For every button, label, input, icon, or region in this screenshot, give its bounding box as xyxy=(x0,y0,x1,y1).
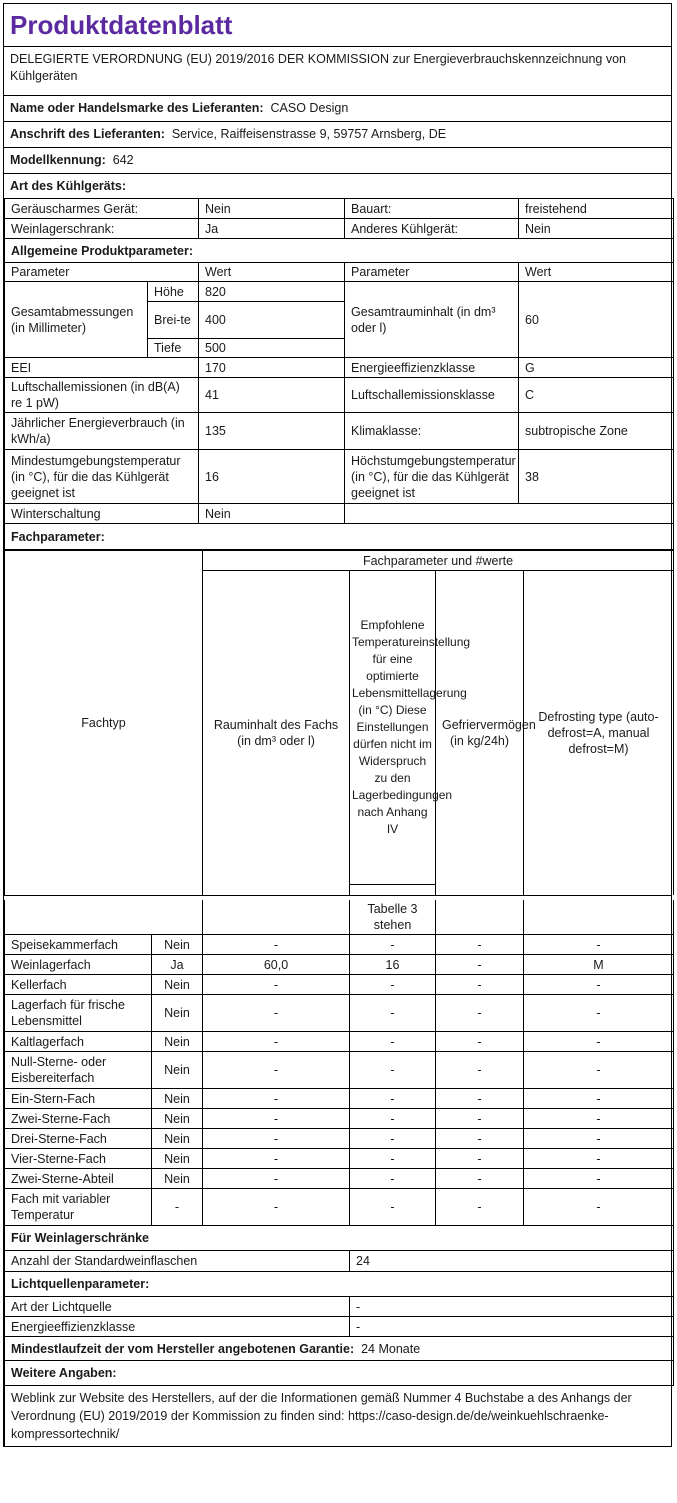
type-cell: freistehend xyxy=(519,199,674,219)
light-row xyxy=(5,1297,674,1317)
empty-cell xyxy=(345,504,674,524)
compartment-freeze: - xyxy=(436,995,524,1032)
compartment-defrost: - xyxy=(524,1189,674,1226)
compartment-rows xyxy=(5,935,674,1226)
compartment-table xyxy=(4,550,674,895)
page-title: Produktdatenblatt xyxy=(3,3,672,46)
compartment-type: Lagerfach für frische Lebensmittel xyxy=(5,995,152,1032)
compartment-present: Ja xyxy=(152,955,203,975)
compartment-row xyxy=(5,1052,674,1089)
sheet-body xyxy=(3,46,672,1447)
compartment-freeze: - xyxy=(436,1032,524,1052)
compartment-type: Kellerfach xyxy=(5,975,152,995)
col-volume: Rauminhalt des Fachs (in dm³ oder l) xyxy=(203,571,350,895)
param-label: Luftschallemissionen (in dB(A) re 1 pW) xyxy=(5,378,199,413)
wine-bottles-row xyxy=(5,1251,674,1272)
compartment-freeze: - xyxy=(436,1109,524,1129)
type-heading xyxy=(4,173,671,198)
compartment-temp: - xyxy=(350,1032,436,1052)
warranty-value: 24 Monate xyxy=(361,1341,421,1356)
compartment-freeze: - xyxy=(436,1189,524,1226)
empty-cell xyxy=(5,900,203,935)
general-table xyxy=(4,198,674,550)
compartment-type: Speisekammerfach xyxy=(5,935,152,955)
compartment-present: Nein xyxy=(152,1129,203,1149)
compartment-row xyxy=(5,1149,674,1169)
compartment-type: Drei-Sterne-Fach xyxy=(5,1129,152,1149)
empty-cell xyxy=(203,900,350,935)
compartment-present: Nein xyxy=(152,1089,203,1109)
supplier-name-value: CASO Design xyxy=(270,101,349,115)
compartment-temp: - xyxy=(350,1149,436,1169)
model-row xyxy=(4,147,671,173)
type-cell: Nein xyxy=(199,199,345,219)
param-label: EEI xyxy=(5,358,199,378)
compartment-volume: - xyxy=(203,995,350,1032)
general-header-row xyxy=(5,263,674,282)
empty-cell xyxy=(524,900,674,935)
col-header: Wert xyxy=(519,263,674,282)
col-header: Parameter xyxy=(345,263,519,282)
empty-cell xyxy=(350,885,436,895)
compartment-freeze: - xyxy=(436,1169,524,1189)
type-cell: Bauart: xyxy=(345,199,519,219)
param-value: 170 xyxy=(199,358,345,378)
compartment-present: Nein xyxy=(152,1149,203,1169)
compartment-heading: Fachparameter: xyxy=(5,524,674,550)
type-cell: Anderes Kühlgerät: xyxy=(345,219,519,239)
compartment-volume: - xyxy=(203,935,350,955)
wine-heading: Für Weinlagerschränke xyxy=(5,1226,674,1251)
col-defrost: Defrosting type (auto-defrost=A, manual defrost=M) xyxy=(524,571,674,895)
type-cell: Weinlagerschrank: xyxy=(5,219,199,239)
compartment-heading-row xyxy=(5,524,674,550)
param-label: Jährlicher Energieverbrauch (in kWh/a) xyxy=(5,413,199,450)
compartment-row xyxy=(5,995,674,1032)
type-row xyxy=(5,219,674,239)
compartment-freeze: - xyxy=(436,1149,524,1169)
compartment-row xyxy=(5,975,674,995)
further-row xyxy=(5,1386,674,1447)
supplier-address-value: Service, Raiffeisenstrasse 9, 59757 Arnsberg, DE xyxy=(171,127,447,141)
general-heading: Allgemeine Produktparameter: xyxy=(5,239,674,263)
compartment-volume: - xyxy=(203,1032,350,1052)
compartment-type: Fach mit variabler Temperatur xyxy=(5,1189,152,1226)
dim-label: Brei-te xyxy=(148,302,199,339)
compartment-row xyxy=(5,935,674,955)
compartment-defrost: - xyxy=(524,1032,674,1052)
dims-row xyxy=(5,282,674,302)
volume-value: 60 xyxy=(519,282,674,358)
wine-bottles-value: 24 xyxy=(350,1251,674,1272)
param-value: subtropische Zone xyxy=(519,413,674,450)
warranty-cell xyxy=(5,1337,674,1361)
col-header: Wert xyxy=(199,263,345,282)
compartment-defrost: - xyxy=(524,975,674,995)
col-temp: Empfohlene Temperatureinstellung für eine optimierte Lebensmittellagerung (in °C) Diese Einstellungen dürfen nicht im Widerspruch zu den Lagerbedingungen nach Anhang IV xyxy=(350,571,436,885)
further-heading: Weitere Angaben: xyxy=(5,1361,674,1386)
compartment-temp: - xyxy=(350,975,436,995)
compartment-type: Ein-Stern-Fach xyxy=(5,1089,152,1109)
supplier-name-label: Name oder Handelsmarke des Lieferanten: xyxy=(10,101,264,115)
warranty-row xyxy=(5,1337,674,1361)
compartment-volume: - xyxy=(203,1129,350,1149)
param-row xyxy=(5,413,674,450)
compartment-present: Nein xyxy=(152,995,203,1032)
type-cell: Ja xyxy=(199,219,345,239)
compartment-type: Null-Sterne- oder Eisbereiterfach xyxy=(5,1052,152,1089)
param-row xyxy=(5,358,674,378)
param-label: Energieeffizienzklasse xyxy=(345,358,519,378)
compartment-temp: - xyxy=(350,1169,436,1189)
col-header: Parameter xyxy=(5,263,199,282)
compartment-type: Weinlagerfach xyxy=(5,955,152,975)
compartment-defrost: - xyxy=(524,1052,674,1089)
compartment-present: Nein xyxy=(152,1032,203,1052)
general-heading-row xyxy=(5,239,674,263)
compartment-freeze: - xyxy=(436,955,524,975)
compartment-row xyxy=(5,1109,674,1129)
compartment-volume: - xyxy=(203,1052,350,1089)
warranty-label: Mindestlaufzeit der vom Hersteller angebotenen Garantie: xyxy=(11,1341,355,1356)
compartment-defrost: - xyxy=(524,1169,674,1189)
col-freeze: Gefriervermögen (in kg/24h) xyxy=(436,571,524,895)
compartment-temp: - xyxy=(350,1109,436,1129)
dim-value: 400 xyxy=(199,302,345,339)
param-value: 135 xyxy=(199,413,345,450)
product-data-sheet xyxy=(3,3,672,1447)
dims-label: Gesamtabmessungen (in Millimeter) xyxy=(5,282,148,358)
model-label: Modellkennung: xyxy=(10,153,106,167)
param-row xyxy=(5,450,674,504)
compartment-freeze: - xyxy=(436,975,524,995)
compartment-type: Kaltlagerfach xyxy=(5,1032,152,1052)
param-value: G xyxy=(519,358,674,378)
param-label: Luftschallemissionsklasse xyxy=(345,378,519,413)
compartment-present: Nein xyxy=(152,1109,203,1129)
compartment-row xyxy=(5,1032,674,1052)
supplier-address-row xyxy=(4,121,671,147)
compartment-temp: - xyxy=(350,1129,436,1149)
regulation-intro: DELEGIERTE VERORDNUNG (EU) 2019/2016 DER KOMMISSION zur Energieverbrauchskennzeichnung von Kühlgeräten xyxy=(4,46,671,95)
col-fachtyp: Fachtyp xyxy=(5,551,203,895)
compartment-present: - xyxy=(152,1189,203,1226)
light-row xyxy=(5,1317,674,1337)
wine-heading-row xyxy=(5,1226,674,1251)
type-heading-label: Art des Kühlgeräts: xyxy=(10,179,126,193)
dim-value: 820 xyxy=(199,282,345,302)
compartment-volume: 60,0 xyxy=(203,955,350,975)
dim-label: Höhe xyxy=(148,282,199,302)
compartment-row xyxy=(5,1189,674,1226)
manufacturer-weblink-text: Weblink zur Website des Herstellers, auf der die Informationen gemäß Nummer 4 Buchstabe a des Anhangs der Verordnung (EU) 2019/2019 der Kommission zu finden sind: https://caso-design.de/de/weinkuehlschraenke-kompressortechnik/ xyxy=(5,1386,674,1447)
type-row xyxy=(5,199,674,219)
volume-label: Gesamtrauminhalt (in dm³ oder l) xyxy=(345,282,519,358)
light-value: - xyxy=(350,1317,674,1337)
winter-row xyxy=(5,504,674,524)
compartment-row xyxy=(5,955,674,975)
compartment-table-continued xyxy=(4,900,674,1447)
param-value: C xyxy=(519,378,674,413)
light-heading-row xyxy=(5,1272,674,1297)
compartment-temp: - xyxy=(350,1089,436,1109)
compartment-header-continued xyxy=(5,900,674,935)
empty-cell xyxy=(436,900,524,935)
compartment-defrost: - xyxy=(524,995,674,1032)
supplier-name-row xyxy=(4,95,671,121)
compartment-freeze: - xyxy=(436,1089,524,1109)
compartment-temp: - xyxy=(350,1052,436,1089)
param-value: 16 xyxy=(199,450,345,504)
compartment-defrost: - xyxy=(524,1129,674,1149)
winter-label: Winterschaltung xyxy=(5,504,199,524)
compartment-defrost: - xyxy=(524,1089,674,1109)
compartment-defrost: - xyxy=(524,1149,674,1169)
col-temp-continued: Tabelle 3 stehen xyxy=(350,900,436,935)
compartment-row xyxy=(5,1129,674,1149)
wine-bottles-label: Anzahl der Standardweinflaschen xyxy=(5,1251,350,1272)
dim-label: Tiefe xyxy=(148,339,199,358)
compartment-type: Zwei-Sterne-Fach xyxy=(5,1109,152,1129)
compartment-temp: - xyxy=(350,1189,436,1226)
compartment-present: Nein xyxy=(152,1169,203,1189)
dim-value: 500 xyxy=(199,339,345,358)
compartment-row xyxy=(5,1089,674,1109)
compartment-present: Nein xyxy=(152,935,203,955)
compartment-defrost: - xyxy=(524,935,674,955)
compartment-defrost: - xyxy=(524,1109,674,1129)
compartment-temp: - xyxy=(350,995,436,1032)
param-row xyxy=(5,378,674,413)
type-cell: Nein xyxy=(519,219,674,239)
light-value: - xyxy=(350,1297,674,1317)
compartment-temp: 16 xyxy=(350,955,436,975)
param-value: 41 xyxy=(199,378,345,413)
compartment-volume: - xyxy=(203,1149,350,1169)
compartment-group-row xyxy=(5,551,674,571)
compartment-temp: - xyxy=(350,935,436,955)
compartment-row xyxy=(5,1169,674,1189)
compartment-volume: - xyxy=(203,1169,350,1189)
light-heading: Lichtquellenparameter: xyxy=(5,1272,674,1297)
light-label: Art der Lichtquelle xyxy=(5,1297,350,1317)
compartment-type: Vier-Sterne-Fach xyxy=(5,1149,152,1169)
compartment-defrost: M xyxy=(524,955,674,975)
compartment-present: Nein xyxy=(152,975,203,995)
supplier-address-label: Anschrift des Lieferanten: xyxy=(10,127,165,141)
type-cell: Geräuscharmes Gerät: xyxy=(5,199,199,219)
compartment-freeze: - xyxy=(436,1052,524,1089)
compartment-present: Nein xyxy=(152,1052,203,1089)
model-value: 642 xyxy=(112,153,134,167)
param-label: Klimaklasse: xyxy=(345,413,519,450)
compartment-volume: - xyxy=(203,1089,350,1109)
compartment-freeze: - xyxy=(436,935,524,955)
compartment-volume: - xyxy=(203,1109,350,1129)
compartment-group-header: Fachparameter und #werte xyxy=(203,551,674,571)
compartment-freeze: - xyxy=(436,1129,524,1149)
compartment-volume: - xyxy=(203,975,350,995)
param-label: Höchstumgebungstemperatur (in °C), für die das Kühlgerät geeignet ist xyxy=(345,450,519,504)
compartment-volume: - xyxy=(203,1189,350,1226)
compartment-type: Zwei-Sterne-Abteil xyxy=(5,1169,152,1189)
winter-value: Nein xyxy=(199,504,345,524)
further-heading-row xyxy=(5,1361,674,1386)
param-label: Mindestumgebungstemperatur (in °C), für die das Kühlgerät geeignet ist xyxy=(5,450,199,504)
param-value: 38 xyxy=(519,450,674,504)
light-label: Energieeffizienzklasse xyxy=(5,1317,350,1337)
